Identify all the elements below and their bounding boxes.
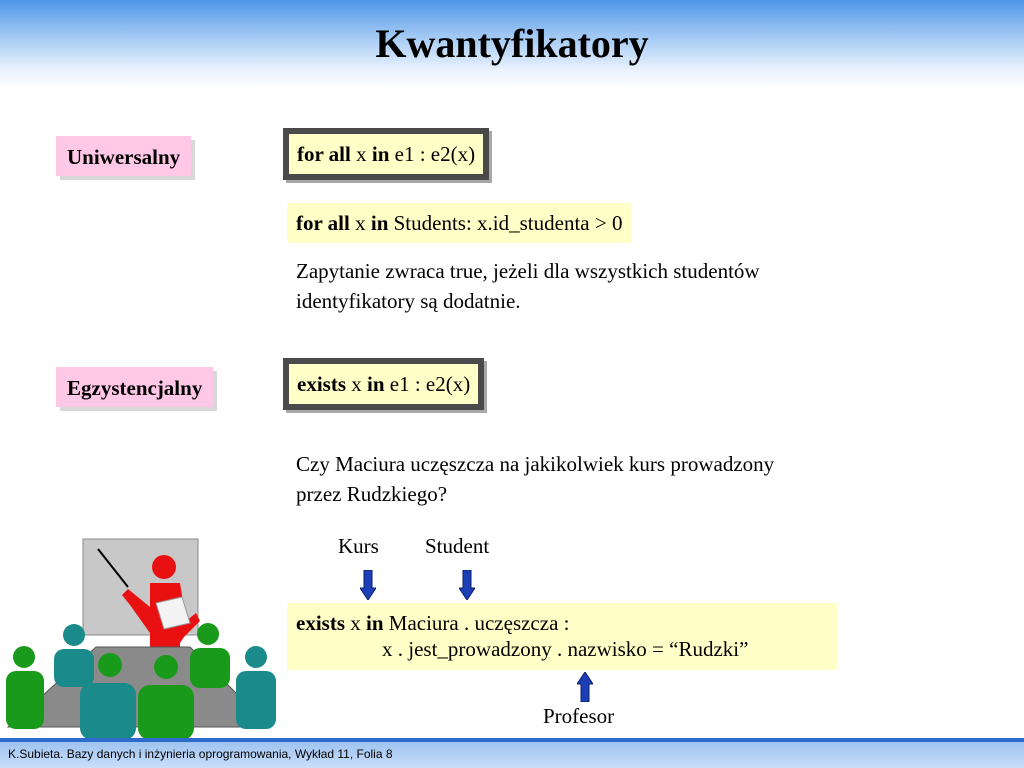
keyword-in: in <box>370 211 389 235</box>
example-var: x <box>345 611 366 635</box>
annotation-profesor: Profesor <box>543 704 615 728</box>
existential-question <box>296 449 774 509</box>
universal-description <box>296 256 760 316</box>
keyword-in: in <box>371 142 390 166</box>
arrow-down-icon <box>360 570 376 600</box>
universal-example-box <box>287 203 631 243</box>
syntax-rest: e1 : e2(x) <box>389 142 476 166</box>
arrow-down-icon <box>459 570 475 600</box>
example-rest: Students: x.id_studenta > 0 <box>388 211 623 235</box>
arrow-up-icon <box>577 672 593 702</box>
example-var: x <box>349 211 371 235</box>
example-line-1 <box>296 610 828 636</box>
description-line-1: Zapytanie zwraca true, jeżeli dla wszystkich studentów <box>296 259 760 283</box>
keyword-exists: exists <box>297 372 346 396</box>
footer <box>0 742 1024 768</box>
keyword-for-all: for all <box>296 211 350 235</box>
keyword-for-all: for all <box>297 142 351 166</box>
question-line-2: przez Rudzkiego? <box>296 482 448 506</box>
example-rest-line-1: Maciura . uczęszcza : <box>383 611 570 635</box>
existential-example-box <box>287 603 837 670</box>
existential-syntax-box <box>283 358 484 410</box>
syntax-var: x <box>350 142 372 166</box>
syntax-var: x <box>346 372 367 396</box>
example-line-2: x . jest_prowadzony . nazwisko = “Rudzki” <box>382 637 749 661</box>
keyword-in: in <box>366 611 384 635</box>
description-line-2: identyfikatory są dodatnie. <box>296 289 521 313</box>
keyword-exists: exists <box>296 611 345 635</box>
label-universal: Uniwersalny <box>56 136 191 176</box>
annotation-student: Student <box>425 534 490 558</box>
label-existential: Egzystencjalny <box>56 367 213 407</box>
slide-title: Kwantyfikatory <box>375 21 649 66</box>
syntax-rest: e1 : e2(x) <box>384 372 471 396</box>
annotation-kurs: Kurs <box>338 534 379 558</box>
question-line-1: Czy Maciura uczęszcza na jakikolwiek kurs prowadzony <box>296 452 775 476</box>
universal-syntax-box <box>283 128 489 180</box>
keyword-in: in <box>367 372 385 396</box>
footer-text: K.Subieta. Bazy danych i inżynieria oprogramowania, Wykład 11, Folia 8 <box>8 747 393 761</box>
classroom-teacher-icon <box>0 537 282 740</box>
